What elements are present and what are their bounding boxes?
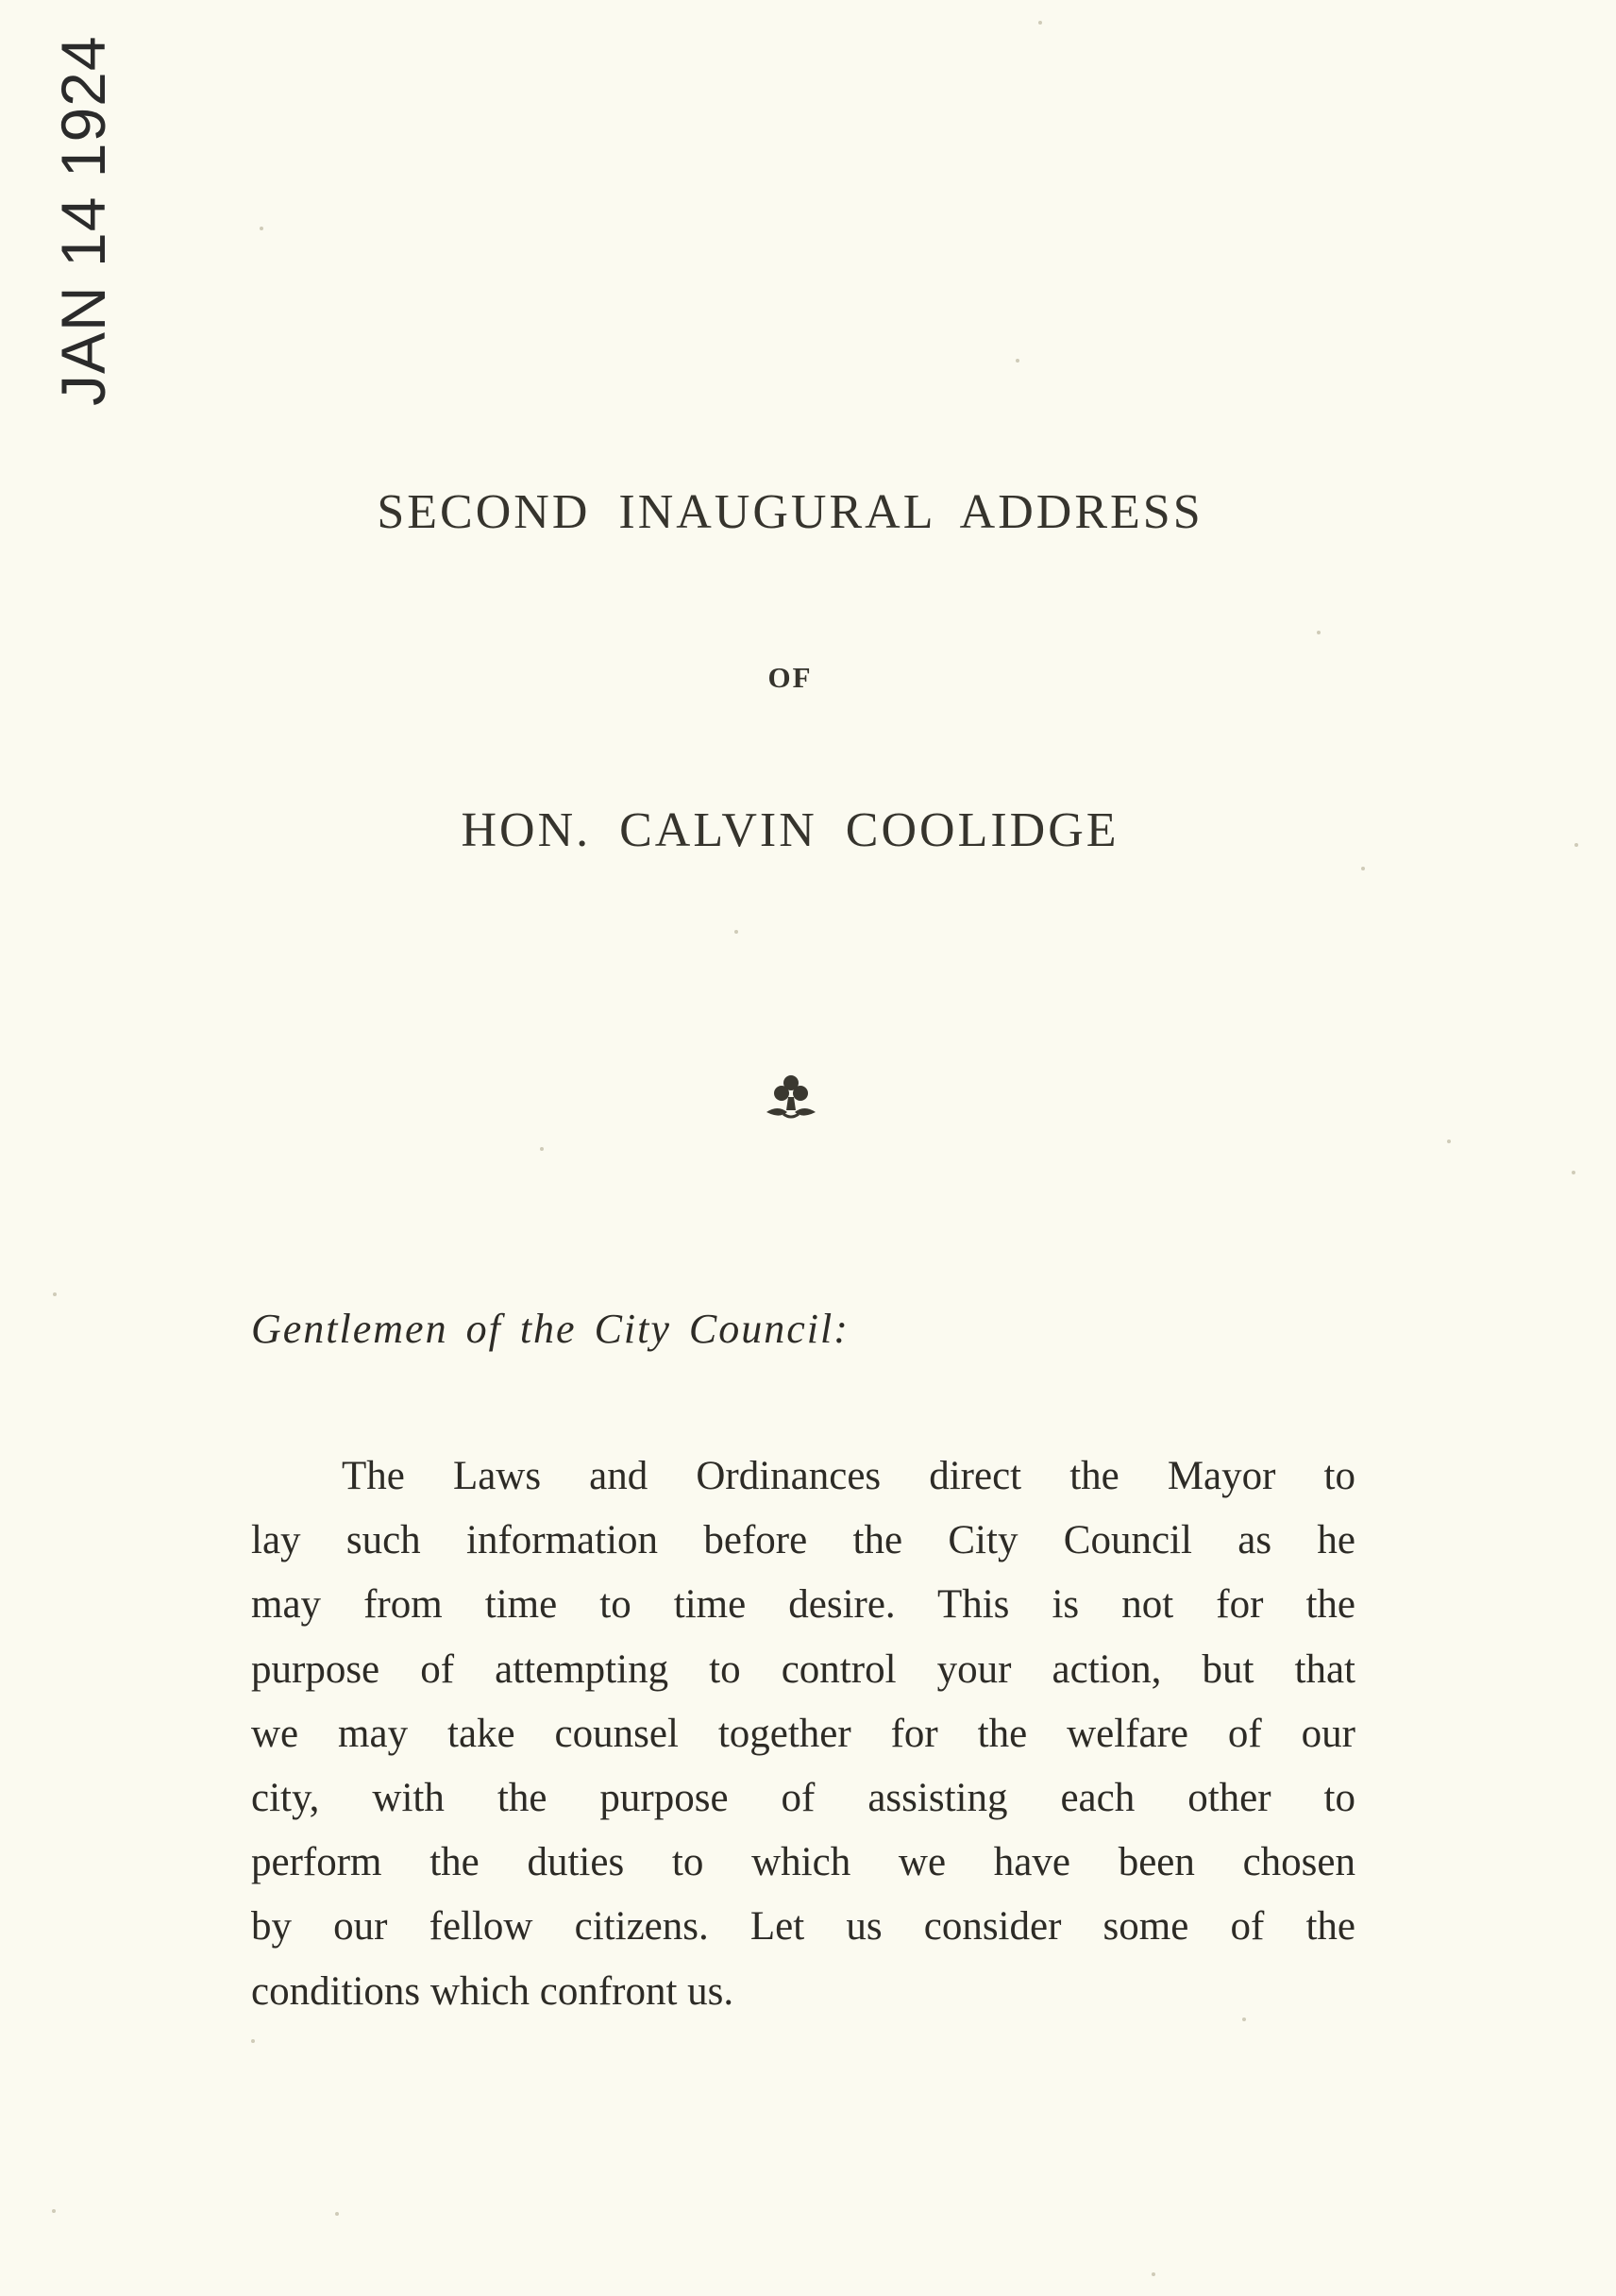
paper-speck (1447, 1140, 1451, 1143)
paper-speck (734, 930, 738, 934)
paragraph-line: may from time to time desire. This is not for the (251, 1582, 1355, 1628)
paper-speck (1016, 359, 1019, 363)
salutation: Gentlemen of the City Council: (251, 1306, 850, 1352)
document-author-name: HON. CALVIN COOLIDGE (461, 803, 1119, 857)
paragraph-line: by our fellow citizens. Let us consider some of the (251, 1904, 1355, 1950)
paper-speck (335, 2212, 339, 2216)
paper-speck (540, 1147, 544, 1151)
club-ornament-icon (763, 1072, 819, 1122)
paragraph-line: conditions which confront us. (251, 1968, 734, 2014)
paper-speck (1361, 867, 1365, 870)
paragraph-line: lay such information before the City Council as he (251, 1518, 1355, 1563)
document-title: SECOND INAUGURAL ADDRESS (377, 485, 1204, 539)
paper-speck (1152, 2272, 1155, 2276)
body-paragraph (251, 1444, 1355, 2024)
paragraph-line: city, with the purpose of assisting each other to (251, 1776, 1355, 1821)
date-stamp-date: JAN 14 1924 (48, 35, 118, 406)
paper-speck (1572, 1171, 1575, 1174)
paragraph-line: perform the duties to which we have been chosen (251, 1840, 1355, 1885)
paragraph-line: we may take counsel together for the welfare of our (251, 1711, 1355, 1756)
paragraph-line: The Laws and Ordinances direct the Mayor to (342, 1454, 1355, 1498)
paper-speck (53, 1292, 57, 1296)
date-stamp (48, 0, 118, 406)
paper-speck (251, 2039, 255, 2043)
paragraph-line: purpose of attempting to control your action, but that (251, 1646, 1355, 1692)
paper-speck (260, 227, 263, 230)
paper-speck (52, 2209, 56, 2213)
document-of: OF (767, 661, 813, 694)
paper-speck (1038, 21, 1042, 25)
paper-speck (1317, 631, 1321, 634)
